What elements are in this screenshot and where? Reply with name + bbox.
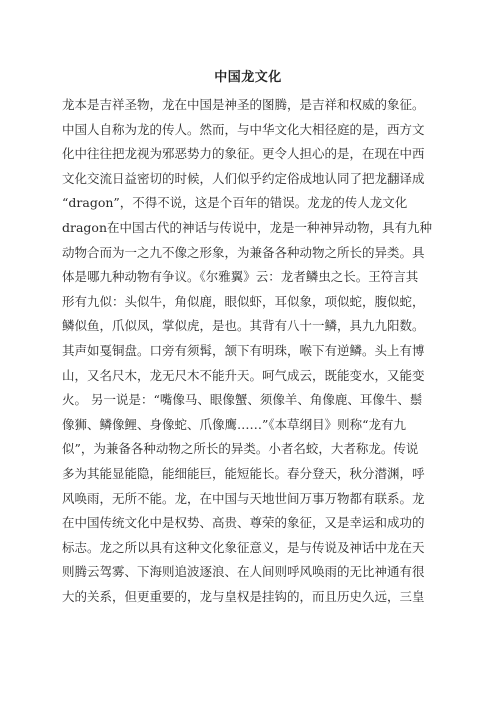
text-line: 火。 另一说是：“嘴像马、眼像蟹、须像羊、角像鹿、耳像牛、鬃 bbox=[62, 392, 423, 408]
text-line: 龙本是吉祥圣物，龙在中国是神圣的图腾，是吉祥和权威的象征。 bbox=[62, 97, 425, 112]
text-line: 形有九似：头似牛，角似鹿，眼似虾，耳似象，项似蛇，腹似蛇， bbox=[62, 293, 425, 309]
text-line: 风唤雨，无所不能。龙，在中国与天地世间万事万物都有联系。龙 bbox=[62, 490, 425, 506]
page-title: 中国龙文化 bbox=[214, 70, 282, 85]
text-line: 似”，为兼备各种动物之所长的异类。小者名蛟，大者称龙。传说 bbox=[62, 441, 419, 457]
text-line: 山，又名尺木，龙无尺木不能升天。呵气成云，既能变水，又能变 bbox=[62, 367, 425, 383]
text-line: 鳞似鱼，爪似凤，掌似虎，是也。其背有八十一鳞，具九九阳数。 bbox=[62, 318, 425, 334]
text-line: 动物合而为一之九不像之形象，为兼备各种动物之所长的异类。具 bbox=[62, 244, 425, 260]
text-line: 像狮、鳞像鲤、身像蛇、爪像鹰……”《本草纲目》则称“龙有九 bbox=[62, 416, 407, 432]
text-line: 中国人自称为龙的传人。然而，与中华文化大相径庭的是，西方文 bbox=[62, 121, 425, 137]
text-line: 文化交流日益密切的时候，人们似乎约定俗成地认同了把龙翻译成 bbox=[62, 170, 425, 186]
text-line: “dragon”，不得不说，这是个百年的错误。龙龙的传人龙文化 bbox=[62, 195, 408, 211]
body-paragraph bbox=[62, 93, 434, 609]
text-line: 其声如戛铜盘。口旁有须髯，颔下有明珠，喉下有逆鳞。头上有博 bbox=[62, 342, 425, 358]
text-line: 标志。龙之所以具有这种文化象征意义，是与传说及神话中龙在天 bbox=[62, 539, 425, 555]
text-line: 多为其能显能隐，能细能巨，能短能长。春分登天，秋分潜渊，呼 bbox=[62, 465, 425, 481]
text-line: 在中国传统文化中是权势、高贵、尊荣的象征，又是幸运和成功的 bbox=[62, 515, 425, 531]
text-line: 化中往往把龙视为邪恶势力的象征。更令人担心的是，在现在中西 bbox=[62, 146, 425, 162]
text-line: 大的关系，但更重要的，龙与皇权是挂钩的，而且历史久远，三皇 bbox=[62, 588, 425, 604]
text-line: dragon在中国古代的神话与传说中，龙是一种神异动物，具有九种 bbox=[62, 219, 433, 235]
text-line: 则腾云驾雾、下海则追波逐浪、在人间则呼风唤雨的无比神通有很 bbox=[62, 564, 425, 580]
text-line: 体是哪九种动物有争议。《尔雅翼》云：龙者鳞虫之长。王符言其 bbox=[62, 269, 419, 285]
